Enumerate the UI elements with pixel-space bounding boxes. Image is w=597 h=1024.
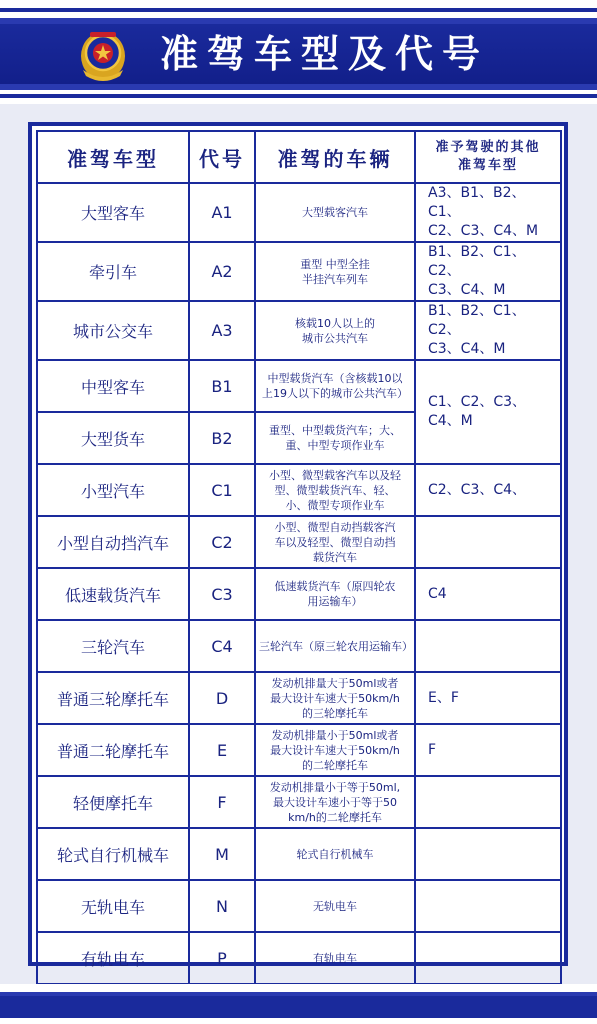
banner-stripe-bottom (0, 94, 597, 98)
table-row (37, 672, 561, 724)
cell-vehicle-line: 发动机排量小于50ml或者 (271, 728, 399, 742)
cell-vehicle (255, 412, 415, 464)
cell-others-line: C1、C2、C3、C4、M (428, 394, 527, 429)
cell-vehicle-line: 型、微型载货汽车、轻、 (274, 483, 396, 497)
cell-vehicle-line: 无轨电车 (313, 899, 357, 913)
cell-vehicle-line: 载货汽车 (313, 550, 357, 564)
cell-code: A3 (189, 301, 255, 360)
cell-vehicle-line: 小型、微型载客汽车以及轻 (269, 468, 401, 482)
cell-others (415, 776, 561, 828)
cell-others (415, 620, 561, 672)
cell-others (415, 880, 561, 932)
cell-type: 低速载货汽车 (37, 568, 189, 620)
cell-vehicle (255, 183, 415, 242)
cell-others (415, 724, 561, 776)
cell-code: A1 (189, 183, 255, 242)
cell-type: 普通三轮摩托车 (37, 672, 189, 724)
table-row (37, 360, 561, 412)
table-row (37, 776, 561, 828)
cell-vehicle-line: 重型 中型全挂 (300, 257, 370, 271)
header-vehicle: 准驾的车辆 (255, 131, 415, 183)
cell-others-line: A3、B1、B2、C1、 (428, 185, 526, 220)
cell-vehicle-line: 三轮汽车（原三轮农用运输车） (259, 639, 413, 653)
table-row (37, 183, 561, 242)
cell-code: N (189, 880, 255, 932)
cell-vehicle-line: 中型载货汽车（含核载10以 (267, 372, 403, 385)
cell-others (415, 242, 561, 301)
cell-type: 大型客车 (37, 183, 189, 242)
cell-vehicle-line: 重型、中型载货汽车；大、 (269, 424, 401, 437)
cell-vehicle-line: 低速载货汽车（原四轮农 (274, 580, 396, 593)
cell-vehicle-line: km/h的二轮摩托车 (288, 810, 382, 824)
cell-others-line: C2、C3、C4、 (428, 481, 527, 498)
cell-others (415, 932, 561, 984)
cell-vehicle-line: 城市公共汽车 (302, 331, 368, 345)
cell-others-line: E、F (428, 689, 459, 706)
header-code: 代号 (189, 131, 255, 183)
cell-vehicle (255, 360, 415, 412)
cell-vehicle-line: 重、中型专项作业车 (285, 439, 385, 452)
cell-vehicle-line: 用运输车） (307, 595, 363, 608)
cell-vehicle-line: 大型载客汽车 (302, 206, 368, 219)
police-emblem-icon (78, 26, 128, 82)
cell-code: C2 (189, 516, 255, 568)
cell-type: 有轨电车 (37, 932, 189, 984)
cell-type: 轻便摩托车 (37, 776, 189, 828)
cell-vehicle-line: 小、微型专项作业车 (285, 498, 385, 512)
cell-others (415, 828, 561, 880)
cell-vehicle (255, 776, 415, 828)
cell-code: D (189, 672, 255, 724)
cell-vehicle-line: 有轨电车 (313, 951, 357, 965)
header-others-line1: 准予驾驶的其他 (435, 140, 541, 155)
table-row (37, 932, 561, 984)
table-row (37, 880, 561, 932)
table-row (37, 620, 561, 672)
cell-vehicle (255, 464, 415, 516)
cell-vehicle-line: 核载10人以上的 (295, 316, 375, 330)
cell-vehicle (255, 516, 415, 568)
cell-code: M (189, 828, 255, 880)
cell-vehicle-line: 的二轮摩托车 (302, 758, 368, 772)
cell-code: B1 (189, 360, 255, 412)
cell-others (415, 516, 561, 568)
table-row (37, 516, 561, 568)
table-row (37, 242, 561, 301)
cell-vehicle-line: 半挂汽车列车 (302, 272, 368, 286)
cell-others (415, 464, 561, 516)
cell-vehicle-line: 发动机排量小于等于50ml, (269, 780, 401, 794)
cell-type: 普通二轮摩托车 (37, 724, 189, 776)
cell-vehicle (255, 932, 415, 984)
cell-type: 小型自动挡汽车 (37, 516, 189, 568)
footer-bar (0, 992, 597, 1018)
cell-others-line: C2、C3、C4、M (428, 223, 539, 239)
page-title: 准驾车型及代号 (160, 32, 490, 76)
cell-others-line: B1、B2、C1、C2、 (428, 303, 526, 338)
cell-others (415, 568, 561, 620)
cell-vehicle-line: 最大设计车速大于50km/h (270, 743, 400, 757)
cell-vehicle-line: 小型、微型自动挡载客汽 (274, 520, 396, 534)
table-row (37, 568, 561, 620)
table-header-row (37, 131, 561, 183)
cell-vehicle (255, 568, 415, 620)
cell-vehicle-line: 上19人以下的城市公共汽车） (262, 387, 408, 400)
cell-code: P (189, 932, 255, 984)
table-row (37, 464, 561, 516)
cell-vehicle (255, 828, 415, 880)
table-row (37, 301, 561, 360)
cell-others (415, 183, 561, 242)
cell-others-line: C3、C4、M (428, 282, 506, 298)
cell-others (415, 301, 561, 360)
cell-vehicle (255, 620, 415, 672)
license-class-table-panel (28, 122, 568, 969)
table-row (37, 828, 561, 880)
table-row (37, 724, 561, 776)
cell-vehicle-line: 轮式自行机械车 (296, 847, 374, 861)
cell-code: B2 (189, 412, 255, 464)
license-class-table (36, 130, 562, 985)
cell-type: 三轮汽车 (37, 620, 189, 672)
cell-others-line: C3、C4、M (428, 341, 506, 357)
cell-vehicle (255, 880, 415, 932)
cell-code: C3 (189, 568, 255, 620)
cell-others (415, 360, 561, 464)
cell-code: A2 (189, 242, 255, 301)
cell-type: 小型汽车 (37, 464, 189, 516)
cell-others-line: F (428, 741, 437, 758)
cell-type: 牵引车 (37, 242, 189, 301)
header-others (415, 131, 561, 183)
cell-type: 轮式自行机械车 (37, 828, 189, 880)
cell-others (415, 672, 561, 724)
cell-type: 中型客车 (37, 360, 189, 412)
cell-type: 城市公交车 (37, 301, 189, 360)
cell-others-line: C4 (428, 585, 447, 602)
cell-vehicle-line: 最大设计车速大于50km/h (270, 691, 400, 705)
header-others-line2: 准驾车型 (457, 158, 518, 173)
cell-vehicle (255, 672, 415, 724)
cell-vehicle (255, 301, 415, 360)
cell-others-line: B1、B2、C1、C2、 (428, 244, 526, 279)
cell-vehicle (255, 242, 415, 301)
cell-vehicle (255, 724, 415, 776)
cell-vehicle-line: 车以及轻型、微型自动挡 (274, 535, 396, 549)
cell-type: 大型货车 (37, 412, 189, 464)
cell-vehicle-line: 发动机排量大于50ml或者 (271, 676, 399, 690)
cell-code: E (189, 724, 255, 776)
cell-code: C1 (189, 464, 255, 516)
cell-code: F (189, 776, 255, 828)
cell-code: C4 (189, 620, 255, 672)
cell-type: 无轨电车 (37, 880, 189, 932)
cell-vehicle-line: 的三轮摩托车 (302, 706, 368, 720)
header-type: 准驾车型 (37, 131, 189, 183)
banner-stripe-top (0, 8, 597, 12)
cell-vehicle-line: 最大设计车速小于等于50 (273, 795, 397, 809)
